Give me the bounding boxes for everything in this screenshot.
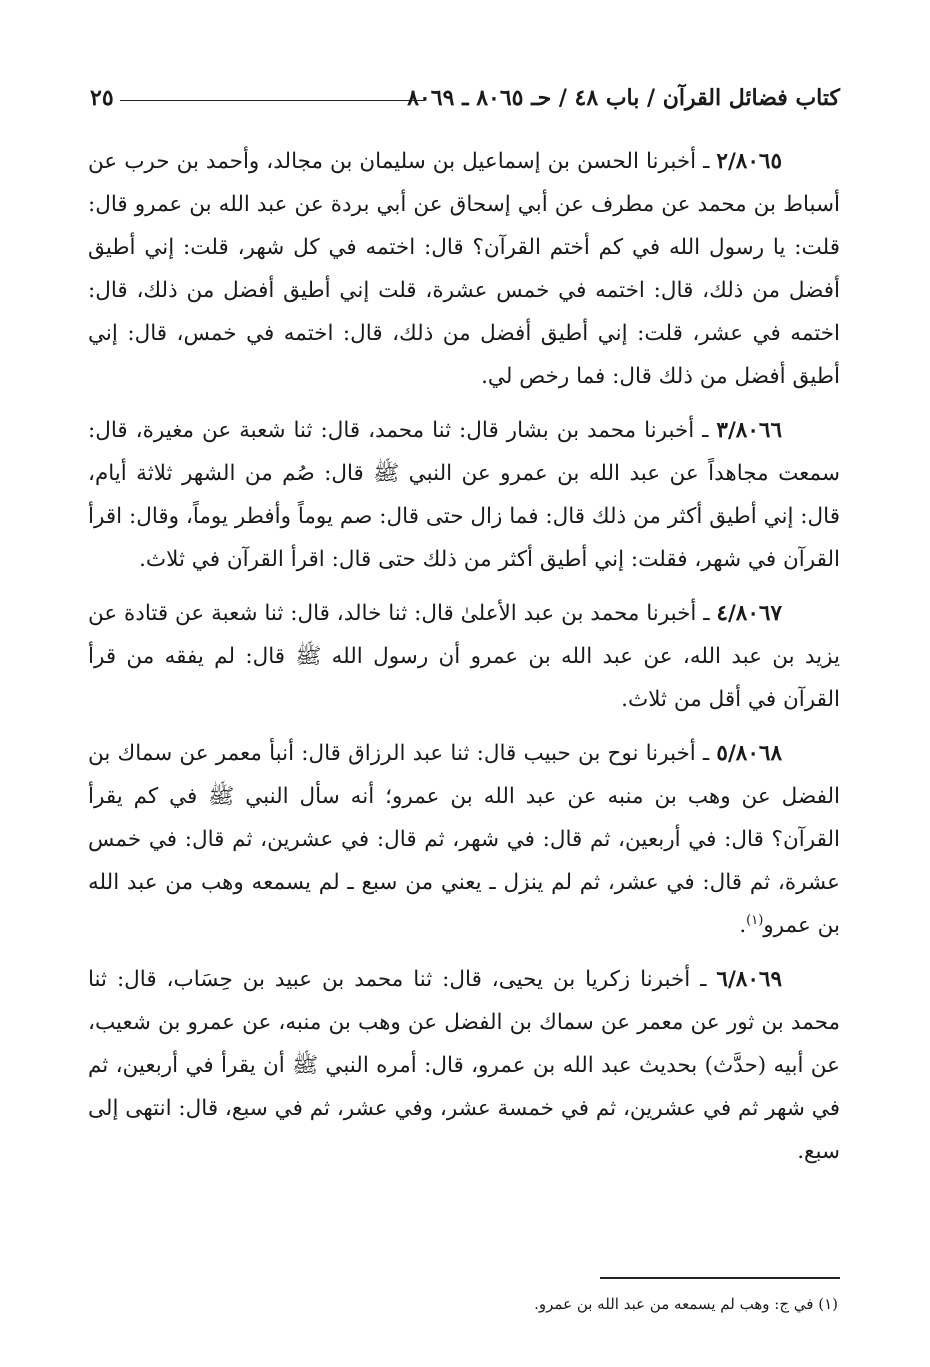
hadith-text: ـ أخبرنا زكريا بن يحيى، قال: ثنا محمد بن عبيد بن حِسَاب، قال: ثنا محمد بن ثور عن معمر عن سماك بن الفضل عن وهب بن منبه، عن عمرو بن شعيب، عن أبيه (حدَّث) بحديث عبد الله بن عمرو، قال: أمره النبي ﷺ أن يقرأ في أربعين، ثم في شهر ثم في عشرين، ثم في خمسة عشر، وفي عشر، ثم في سبع، قال: انتهى إلى سبع. xyxy=(88,967,840,1164)
header-rule xyxy=(120,100,425,101)
hadith-entry-8069 xyxy=(88,958,840,1173)
hadith-number: ٦/٨٠٦٩ xyxy=(716,967,782,992)
hadith-text: ـ أخبرنا الحسن بن إسماعيل بن سليمان بن مجالد، وأحمد بن حرب عن أسباط بن محمد عن مطرف عن أبي إسحاق عن أبي بردة عن عبد الله بن عمرو قال: قلت: يا رسول الله في كم أختم القرآن؟ قال: اختمه في كل شهر، قلت: إني أطيق أفضل من ذلك، قال: اختمه في خمس عشرة، قلت إني أطيق أفضل من ذلك، قال: اختمه في عشر، قلت: إني أطيق أفضل من ذلك، قال: اختمه في خمس، قال: إني أطيق أفضل من ذلك قال: فما رخص لي. xyxy=(88,149,840,389)
hadith-number: ٤/٨٠٦٧ xyxy=(716,601,782,626)
running-header xyxy=(90,78,840,118)
hadith-entry-8066 xyxy=(88,409,840,581)
hadith-number: ٥/٨٠٦٨ xyxy=(716,741,782,766)
footnote-separator xyxy=(600,1277,840,1279)
hadith-entry-8068 xyxy=(88,732,840,947)
page-number: ٢٥ xyxy=(90,85,114,111)
header-title: كتاب فضائل القرآن / باب ٤٨ / حـ ٨٠٦٥ ـ ٨٠٦٩ xyxy=(407,85,840,111)
main-text xyxy=(88,140,840,1184)
hadith-entry-8065 xyxy=(88,140,840,398)
hadith-entry-8067 xyxy=(88,592,840,721)
hadith-text: ـ أخبرنا نوح بن حبيب قال: ثنا عبد الرزاق قال: أنبأ معمر عن سماك بن الفضل عن وهب بن منبه عن عبد الله بن عمرو؛ أنه سأل النبي ﷺ في كم يقرأ القرآن؟ قال: في أربعين، ثم قال: في شهر، ثم قال: في عشرين، ثم قال: في خمس عشرة، ثم قال: في عشر، ثم لم ينزل ـ يعني من سبع ـ لم يسمعه وهب من عبد الله بن عمرو xyxy=(88,741,840,938)
hadith-text: ـ أخبرنا محمد بن عبد الأعلىٰ قال: ثنا خالد، قال: ثنا شعبة عن قتادة عن يزيد بن عبد الله، عن عبد الله بن عمرو أن رسول الله ﷺ قال: لم يفقه من قرأ القرآن في أقل من ثلاث. xyxy=(88,601,840,712)
footnote-reference[interactable]: (١) xyxy=(746,912,764,928)
hadith-number: ٢/٨٠٦٥ xyxy=(716,149,782,174)
footnote: (١) في ج: وهب لم يسمعه من عبد الله بن عمرو. xyxy=(534,1295,838,1313)
hadith-number: ٣/٨٠٦٦ xyxy=(716,418,782,443)
hadith-text-end: . xyxy=(739,913,747,938)
hadith-text: ـ أخبرنا محمد بن بشار قال: ثنا محمد، قال: ثنا شعبة عن مغيرة، قال: سمعت مجاهداً عن عبد الله بن عمرو عن النبي ﷺ قال: صُم من الشهر ثلاثة أيام، قال: إني أطيق أكثر من ذلك قال: فما زال حتى قال: صم يوماً وأفطر يوماً، وقال: اقرأ القرآن في شهر، فقلت: إني أطيق أكثر من ذلك حتى قال: اقرأ القرآن في ثلاث. xyxy=(88,418,840,572)
